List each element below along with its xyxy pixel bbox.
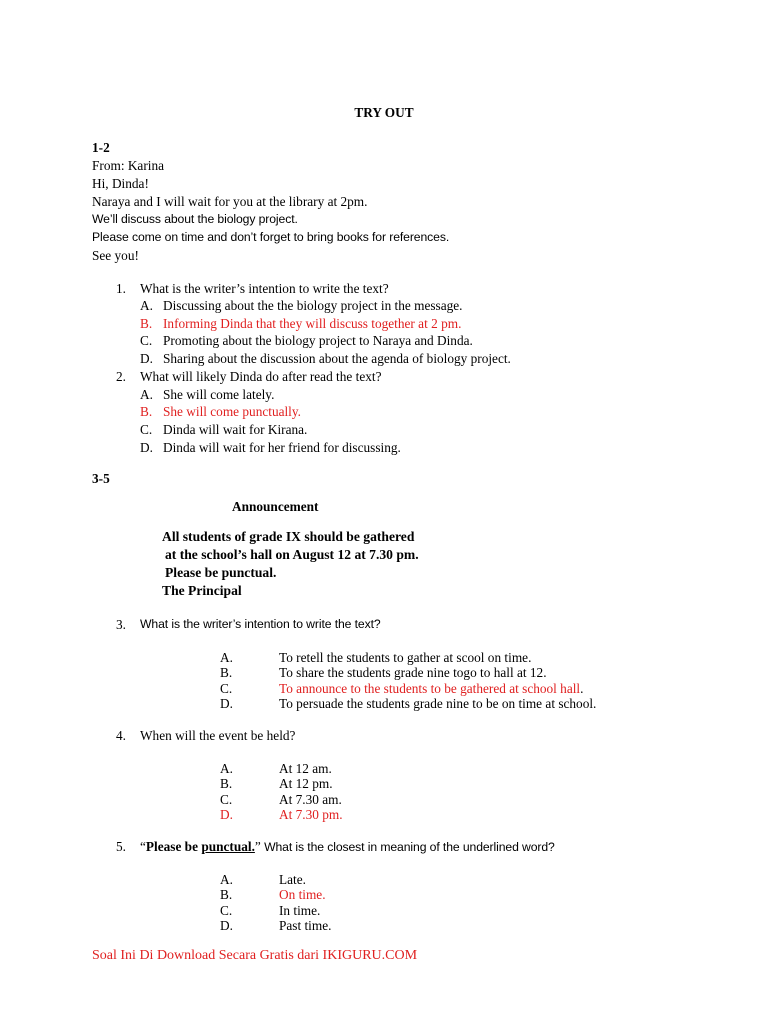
option-letter: B. bbox=[220, 665, 233, 680]
option-letter: A. bbox=[140, 387, 153, 402]
message-line: Naraya and I will wait for you at the library at 2pm. bbox=[92, 194, 368, 209]
option-letter: B. bbox=[220, 887, 233, 902]
option-text: To persuade the students grade nine to be on time at school. bbox=[279, 696, 597, 711]
option-text-answer: Informing Dinda that they will discuss together at 2 pm. bbox=[163, 316, 462, 331]
option-text: At 12 pm. bbox=[279, 776, 333, 791]
option-text: Late. bbox=[279, 872, 306, 887]
announcement-signature: The Principal bbox=[162, 583, 242, 598]
option-letter: C. bbox=[220, 792, 233, 807]
option-letter-answer: B. bbox=[140, 316, 153, 331]
option-text: To retell the students to gather at scool on time. bbox=[279, 650, 532, 665]
option-text-answer: On time. bbox=[279, 887, 326, 902]
option-letter: C. bbox=[220, 903, 233, 918]
announcement-line: at the school’s hall on August 12 at 7.30 pm. bbox=[165, 547, 419, 562]
question-number: 1. bbox=[116, 281, 126, 296]
option-text: She will come lately. bbox=[163, 387, 275, 402]
announcement-line: Please be punctual. bbox=[165, 565, 277, 580]
option-text: Sharing about the discussion about the agenda of biology project. bbox=[163, 351, 511, 366]
question-text: What will likely Dinda do after read the text? bbox=[140, 369, 382, 384]
quote-bold: Please be bbox=[145, 839, 198, 854]
question-number: 5. bbox=[116, 839, 126, 854]
option-letter: C. bbox=[140, 422, 153, 437]
option-text: At 7.30 am. bbox=[279, 792, 342, 807]
section-label-3-5: 3-5 bbox=[92, 471, 110, 486]
question-text: What is the writer’s intention to write the text? bbox=[140, 617, 381, 631]
message-line: We’ll discuss about the biology project. bbox=[92, 212, 298, 226]
message-line: From: Karina bbox=[92, 158, 165, 173]
option-text: Past time. bbox=[279, 918, 332, 933]
message-line: Hi, Dinda! bbox=[92, 176, 149, 191]
option-letter: D. bbox=[220, 696, 233, 711]
option-letter-answer: D. bbox=[220, 807, 233, 822]
underlined-word: punctual. bbox=[201, 839, 255, 854]
option-letter-answer: B. bbox=[140, 404, 153, 419]
option-text: To share the students grade nine togo to hall at 12. bbox=[279, 665, 547, 680]
option-letter: D. bbox=[140, 440, 153, 455]
announcement-heading: Announcement bbox=[232, 499, 319, 514]
option-letter: D. bbox=[220, 918, 233, 933]
option-letter: A. bbox=[220, 761, 233, 776]
option-letter: A. bbox=[220, 872, 233, 887]
option-period: . bbox=[580, 681, 584, 696]
option-letter: B. bbox=[220, 776, 233, 791]
question-text: What is the writer’s intention to write the text? bbox=[140, 281, 389, 296]
option-letter: D. bbox=[140, 351, 153, 366]
option-text-answer: At 7.30 pm. bbox=[279, 807, 343, 822]
option-letter: C. bbox=[140, 333, 153, 348]
section-label-1-2: 1-2 bbox=[92, 140, 110, 155]
question-number: 4. bbox=[116, 728, 126, 743]
announcement-line: All students of grade IX should be gathered bbox=[162, 529, 415, 544]
option-text: Promoting about the biology project to Naraya and Dinda. bbox=[163, 333, 473, 348]
question-text: When will the event be held? bbox=[140, 728, 296, 743]
footer-download-note: Soal Ini Di Download Secara Gratis dari IKIGURU.COM bbox=[92, 948, 418, 963]
option-letter: A. bbox=[220, 650, 233, 665]
option-text: At 12 am. bbox=[279, 761, 332, 776]
question-number: 3. bbox=[116, 617, 126, 632]
question-rest: What is the closest in meaning of the underlined word? bbox=[260, 840, 555, 854]
quote-close: ” bbox=[254, 839, 261, 854]
option-text: Dinda will wait for her friend for discussing. bbox=[163, 440, 401, 455]
question-number: 2. bbox=[116, 369, 126, 384]
option-letter: A. bbox=[140, 298, 153, 313]
option-text: Dinda will wait for Kirana. bbox=[163, 422, 308, 437]
quote-open: “ bbox=[140, 839, 146, 854]
option-text-answer: She will come punctually. bbox=[163, 404, 301, 419]
option-letter: C. bbox=[220, 681, 233, 696]
message-line: See you! bbox=[92, 248, 139, 263]
page-title: TRY OUT bbox=[354, 105, 414, 120]
message-line: Please come on time and don’t forget to bring books for references. bbox=[92, 230, 450, 244]
option-text: Discussing about the the biology project in the message. bbox=[163, 298, 463, 313]
option-text: In time. bbox=[279, 903, 321, 918]
option-text-answer: To announce to the students to be gathered at school hall bbox=[279, 681, 581, 696]
question-text bbox=[140, 838, 555, 857]
